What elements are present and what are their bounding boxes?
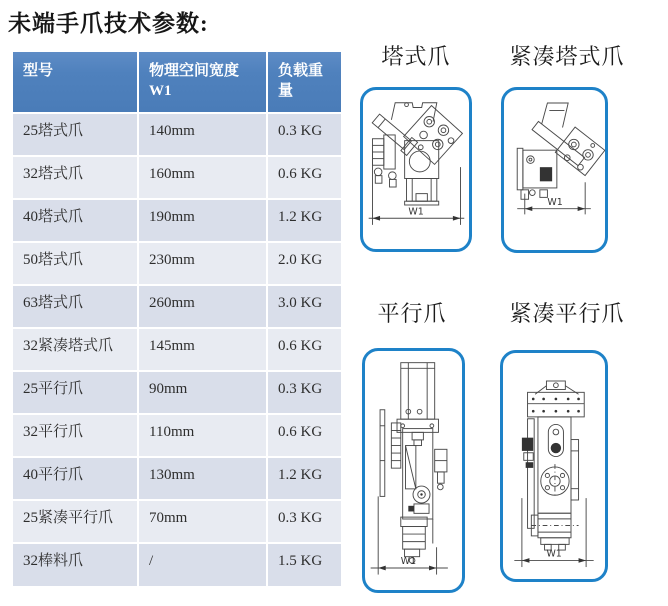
dimension-w1-label: W1	[546, 548, 562, 560]
cell-width: /	[138, 543, 267, 586]
compact-tower-claw-diagram	[504, 90, 605, 250]
cell-width: 260mm	[138, 285, 267, 328]
cell-load: 2.0 KG	[267, 242, 341, 285]
tower-claw-panel	[360, 87, 472, 252]
cell-width: 90mm	[138, 371, 267, 414]
cell-model: 32棒料爪	[13, 543, 138, 586]
cell-model: 32平行爪	[13, 414, 138, 457]
cell-model: 25塔式爪	[13, 113, 138, 156]
table-row	[13, 328, 341, 371]
label-compact-tower-claw: 紧凑塔式爪	[509, 44, 625, 69]
dimension-w1-label: W1	[547, 196, 563, 208]
cell-model: 25平行爪	[13, 371, 138, 414]
cell-width: 140mm	[138, 113, 267, 156]
cell-width: 160mm	[138, 156, 267, 199]
page-title: 未端手爪技术参数:	[8, 11, 209, 36]
table-header-row	[13, 52, 341, 113]
gripper-params-table	[13, 52, 341, 586]
header-width: 物理空间宽度 W1	[138, 52, 267, 113]
table-row	[13, 242, 341, 285]
cell-load: 0.6 KG	[267, 414, 341, 457]
cell-width: 70mm	[138, 500, 267, 543]
cell-load: 3.0 KG	[267, 285, 341, 328]
cell-model: 32塔式爪	[13, 156, 138, 199]
compact-tower-claw-panel	[501, 87, 608, 253]
cell-model: 25紧凑平行爪	[13, 500, 138, 543]
cell-load: 0.6 KG	[267, 156, 341, 199]
cell-model: 40塔式爪	[13, 199, 138, 242]
dimension-w1-label: W1	[400, 556, 417, 568]
table-row	[13, 543, 341, 586]
cell-load: 0.3 KG	[267, 113, 341, 156]
table-row	[13, 156, 341, 199]
cell-load: 1.5 KG	[267, 543, 341, 586]
table-row	[13, 285, 341, 328]
label-tower-claw: 塔式爪	[381, 44, 451, 69]
cell-load: 1.2 KG	[267, 457, 341, 500]
table-row	[13, 457, 341, 500]
cell-load: 1.2 KG	[267, 199, 341, 242]
cell-width: 130mm	[138, 457, 267, 500]
header-model: 型号	[13, 52, 138, 113]
cell-model: 50塔式爪	[13, 242, 138, 285]
tower-claw-diagram	[363, 90, 469, 249]
cell-width: 145mm	[138, 328, 267, 371]
table-row	[13, 500, 341, 543]
label-compact-parallel-claw: 紧凑平行爪	[509, 301, 625, 326]
cell-width: 110mm	[138, 414, 267, 457]
dimension-w1-label: W1	[408, 206, 424, 218]
cell-load: 0.3 KG	[267, 371, 341, 414]
compact-parallel-claw-diagram	[503, 353, 605, 579]
parallel-claw-panel	[362, 348, 465, 593]
table-row	[13, 199, 341, 242]
table-row	[13, 113, 341, 156]
cell-load: 0.6 KG	[267, 328, 341, 371]
cell-model: 32紧凑塔式爪	[13, 328, 138, 371]
cell-load: 0.3 KG	[267, 500, 341, 543]
compact-parallel-claw-panel	[500, 350, 608, 582]
parallel-claw-diagram	[365, 351, 462, 590]
table-row	[13, 371, 341, 414]
label-parallel-claw: 平行爪	[377, 301, 447, 326]
table-row	[13, 414, 341, 457]
cell-width: 230mm	[138, 242, 267, 285]
cell-width: 190mm	[138, 199, 267, 242]
header-load: 负载重量	[267, 52, 341, 113]
cell-model: 63塔式爪	[13, 285, 138, 328]
cell-model: 40平行爪	[13, 457, 138, 500]
